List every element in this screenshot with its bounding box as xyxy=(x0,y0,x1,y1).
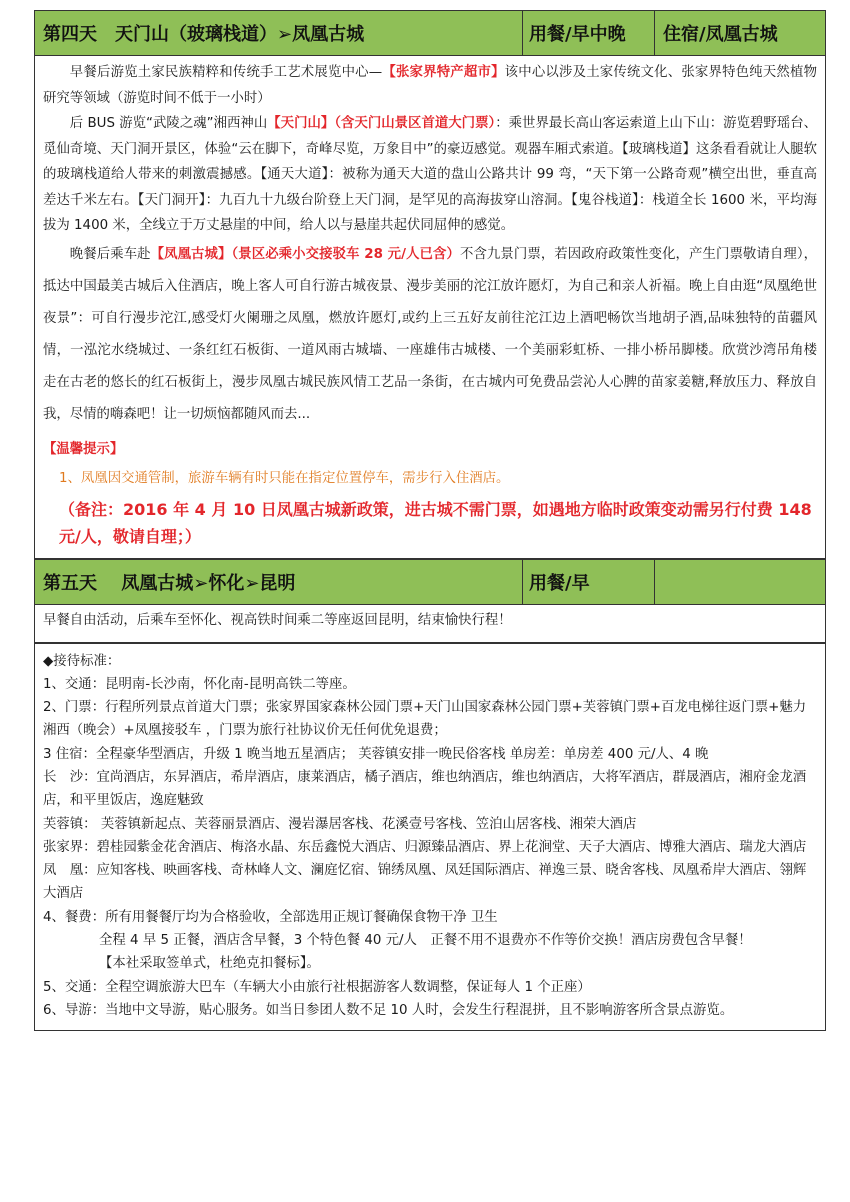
policy-note: （备注：2016 年 4 月 10 日凤凰古城新政策，进古城不需门票，如遇地方临时政策变动需另行付费 148 元/人，敬请自理；） xyxy=(59,499,812,546)
standards-line: 2、门票：行程所列景点首道大门票；张家界国家森林公园门票+天门山国家森林公园门票+芙蓉镇门票+百龙电梯往返门票+魅力湘西（晚会）+凤凰接驳车 ，门票为旅行社协议价无任何优免退费； xyxy=(43,700,807,739)
day4-paragraph-3: 晚餐后乘车赴【凤凰古城】（景区必乘小交接驳车 28 元/人已含）不含九景门票，若因政府政策性变化，产生门票敬请自理），抵达中国最美古城后入住酒店，晚上客人可自行游古城夜景、漫步美丽的沱江放许愿灯，为自己和亲人祈福。晚上自由逛“凤凰绝世夜景”：可自行漫步沱江,感受灯火阑珊之凤凰，燃放许愿灯,或约上三五好友前往沱江边上酒吧畅饮当地胡子酒,品味独特的苗疆风情，一泓沱水绕城过、一条红红石板街、一道风雨古城墙、一座雄伟古城楼、一个美丽彩虹桥、一排小桥吊脚楼。欣赏沙湾吊角楼走在古老的悠长的红石板街上，漫步凤凰古城民族风情工艺品一条街，在古城内可免费品尝沁人心脾的苗家姜糖,释放压力、释放自我，尽情的嗨森吧！让一切烦恼都随风而去... xyxy=(43,246,817,422)
standards-line: 芙蓉镇： 芙蓉镇新起点、芙蓉丽景酒店、漫岩瀑居客栈、花溪壹号客栈、笠泊山居客栈、湘荣大酒店 xyxy=(43,816,637,832)
standards-line: 长 沙：宜尚酒店，东昇酒店，希岸酒店，康莱酒店，橘子酒店，维也纳酒店，维也纳酒店，大将军酒店，群晟酒店，湘府金龙酒店，和平里饭店，逸庭魅致 xyxy=(43,769,807,809)
day4-paragraph-1: 早餐后游览土家民族精粹和传统手工艺术展览中心—【张家界特产超市】该中心以涉及土家传统文化、张家界特色纯天然植物研究等领域（游览时间不低于一小时） xyxy=(43,65,818,106)
standards-heading: ◆接待标准： xyxy=(43,653,121,669)
fenghuang-highlight: 【凤凰古城】（景区必乘小交接驳车 28 元/人已含） xyxy=(150,246,460,262)
tip-item: 1、凤凰因交通管制，旅游车辆有时只能在指定位置停车，需步行入住酒店。 xyxy=(59,471,510,486)
specialty-market-highlight: 【张家界特产超市】 xyxy=(382,65,505,80)
standards-line: 凤 凰：应知客栈、映画客栈、奇林峰人文、澜庭忆宿、锦绣凤凰、凤廷国际酒店、禅逸三景、晓舍客栈、凤凰希岸大酒店、翎辉大酒店 xyxy=(43,863,807,902)
standards-body xyxy=(35,644,825,1032)
standards-line: 5、交通：全程空调旅游大巴车（车辆大小由旅行社根据游客人数调整，保证每人 1 个正座） xyxy=(43,979,591,995)
standards-line: 张家界：碧桂园紫金花舍酒店、梅洛水晶、东岳鑫悦大酒店、归源臻品酒店、界上花涧堂、天子大酒店、博雅大酒店、瑞龙大酒店 xyxy=(43,839,807,855)
day5-meal: 用餐/早 xyxy=(523,560,655,604)
day4-section xyxy=(34,10,826,559)
day4-body xyxy=(35,56,825,559)
day4-title: 第四天 天门山（玻璃栈道）➢凤凰古城 xyxy=(35,11,523,55)
day5-header xyxy=(35,560,825,605)
standards-line: 6、导游：当地中文导游，贴心服务。如当日参团人数不足 10 人时，会发生行程混拼，且不影响游客所含景点游览。 xyxy=(43,1002,734,1018)
standards-line: 1、交通：昆明南-长沙南，怀化南-昆明高铁二等座。 xyxy=(43,676,356,692)
day5-title: 第五天 凤凰古城➢怀化➢昆明 xyxy=(35,560,523,604)
standards-line: 3 住宿：全程豪华型酒店，升级 1 晚当地五星酒店； 芙蓉镇安排一晚民俗客栈 单房差：单房差 400 元/人、4 晚 xyxy=(43,746,709,762)
standards-indent-line: 全程 4 早 5 正餐，酒店含早餐，3 个特色餐 40 元/人 正餐不用不退费亦不作等价交换！酒店房费包含早餐！ xyxy=(99,933,752,949)
day5-body: 早餐自由活动，后乘车至怀化、视高铁时间乘二等座返回昆明，结束愉快行程！ xyxy=(35,605,825,643)
day5-hotel xyxy=(655,560,825,604)
day4-header xyxy=(35,11,825,56)
standards-indent-line: 【本社采取签单式，杜绝克扣餐标】。 xyxy=(99,956,320,972)
day4-meal: 用餐/早中晚 xyxy=(523,11,655,55)
day4-paragraph-2: 后 BUS 游览“武陵之魂”湘西神山【天门山】（含天门山景区首道大门票）：乘世界最长高山客运索道上山下山：游览碧野瑶台、觅仙奇境、天门洞开景区，体验“云在脚下，奇峰尽览，万象目中”的豪迈感觉。观器车厢式索道。【玻璃栈道】这条看看就让人腿软的玻璃栈道给人带来的刺激震撼感。【通天大道】：被称为通天大道的盘山公路共计 99 弯，“天下第一公路奇观”横空出世，垂直高差达千米左右。【天门洞开】：九百九十九级台阶登上天门洞，是罕见的高海拔穿山溶洞。【鬼谷栈道】：栈道全长 1600 米，平均海拔为 1400 米，全线立于万丈悬崖的中间，给人以与悬崖共起伏同屈伸的感觉。 xyxy=(43,116,818,233)
standards-line: 4、餐费：所有用餐餐厅均为合格验收，全部选用正规订餐确保食物干净 卫生 xyxy=(43,909,498,925)
day5-section xyxy=(34,559,826,643)
tianmen-highlight: 【天门山】（含天门山景区首道大门票） xyxy=(267,116,496,131)
day4-hotel: 住宿/凤凰古城 xyxy=(663,24,778,45)
standards-section xyxy=(34,643,826,1032)
itinerary-page xyxy=(34,10,826,1031)
tips-title: 【温馨提示】 xyxy=(43,441,124,457)
